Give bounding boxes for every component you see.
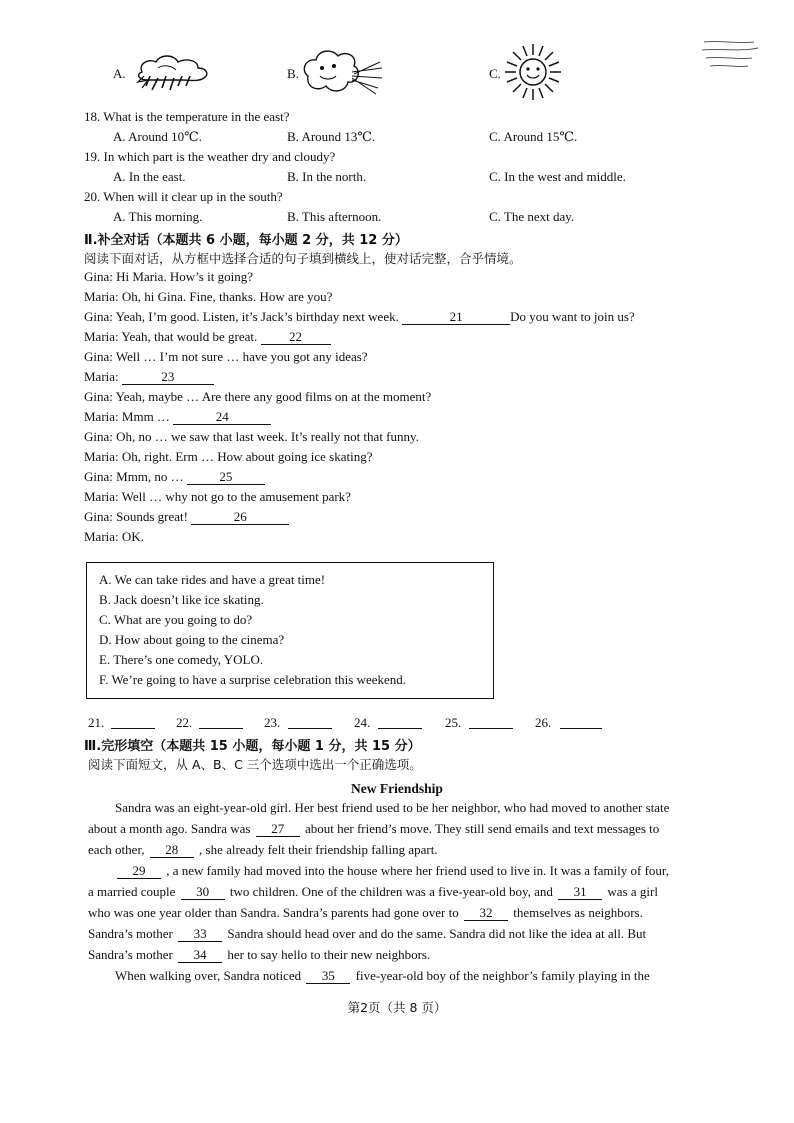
cloze-blank-31[interactable]: 31 [558,885,602,900]
dialogue-text: Maria: Yeah, that would be great. [84,329,258,344]
cloze-blank-29[interactable]: 29 [117,864,161,879]
passage-text: Sandra’s mother [88,947,177,962]
dialogue-text: Maria: Oh, right. Erm … How about going ice skating? [84,449,373,464]
dialogue-line [84,469,265,485]
dialogue-text: Maria: Mmm … [84,409,170,424]
answer-label-22: 22. [176,715,193,730]
option-c-label: C. [489,66,501,81]
passage-line [88,842,730,858]
dialogue-line [84,529,144,545]
cloze-blank-33[interactable]: 33 [178,927,222,942]
section-2-instruction: 阅读下面对话，从方框中选择合适的句子填到横线上，使对话完整，合乎情境。 [84,251,522,266]
rain-cloud-icon [128,52,214,92]
box-option-b: B. Jack doesn’t like ice skating. [99,592,264,607]
box-option-e: E. There’s one comedy, YOLO. [99,652,264,667]
passage-text: , a new family had moved into the house where her friend used to live in. It was a family of four, [163,863,669,878]
dialogue-text: Gina: Hi Maria. How’s it going? [84,269,253,284]
passage-text: her to say hello to their new neighbors. [224,947,431,962]
passage-line [88,821,730,837]
passage-text: Sandra should head over and do the same. Sandra did not like the idea at all. But [224,926,647,941]
question-stem: 19. In which part is the weather dry and cloudy? [84,149,336,164]
passage-line-text [88,884,658,900]
cloze-blank-34[interactable]: 34 [178,948,222,963]
dialogue-blank-23[interactable]: 23 [122,370,214,385]
passage-line-text [88,842,438,858]
dialogue-line [84,429,419,445]
dialogue-text: Gina: Yeah, I’m good. Listen, it’s Jack’s birthday next week. [84,309,399,324]
passage-line-text [88,905,643,921]
dialogue-line [84,409,271,425]
passage-line [88,926,730,942]
dialogue-text: Maria: OK. [84,529,144,544]
dialogue-text: Gina: Yeah, maybe … Are there any good films on at the moment? [84,389,432,404]
windy-cloud-icon [298,46,386,100]
passage-text: a married couple [88,884,179,899]
passage-line-text [115,800,669,816]
option: C. Around 15℃. [489,129,578,144]
dialogue-text: Gina: Mmm, no … [84,469,184,484]
dialogue-line [84,269,253,285]
option: B. This afternoon. [287,209,382,224]
dialogue-text: Do you want to join us? [510,309,635,324]
passage-text: Sandra’s mother [88,926,177,941]
question-stem: 18. What is the temperature in the east? [84,109,290,124]
dialogue-text: Maria: [84,369,119,384]
option: A. This morning. [113,209,203,224]
cloze-blank-32[interactable]: 32 [464,906,508,921]
cloze-blank-35[interactable]: 35 [306,969,350,984]
option: C. The next day. [489,209,575,224]
answer-blank-22[interactable] [199,728,243,729]
dialogue-line [84,389,431,405]
passage-line-text [115,863,669,879]
passage-text: When walking over, Sandra noticed [115,968,305,983]
dialogue-line [84,369,214,385]
passage-text: five-year-old boy of the neighbor’s family playing in the [352,968,650,983]
dialogue-line [84,309,635,325]
passage-text: who was one year older than Sandra. Sandra’s parents had gone over to [88,905,462,920]
dialogue-text: Gina: Oh, no … we saw that last week. It’s really not that funny. [84,429,419,444]
passage-text: themselves as neighbors. [510,905,643,920]
section-3-heading: Ⅲ.完形填空（本题共 15 小题，每小题 1 分，共 15 分） [84,739,421,754]
cloze-blank-27[interactable]: 27 [256,822,300,837]
option: B. Around 13℃. [287,129,376,144]
dialogue-blank-25[interactable]: 25 [187,470,265,485]
cloze-blank-28[interactable]: 28 [150,843,194,858]
option: B. In the north. [287,169,367,184]
box-option-f: F. We’re going to have a surprise celebration this weekend. [99,672,407,687]
section-2-heading: Ⅱ.补全对话（本题共 6 小题，每小题 2 分，共 12 分） [84,233,408,248]
dialogue-line [84,289,332,305]
answer-blank-21[interactable] [111,728,155,729]
option: C. In the west and middle. [489,169,626,184]
answer-label-25: 25. [445,715,462,730]
answer-label-24: 24. [354,715,371,730]
dialogue-line [84,509,289,525]
dialogue-text: Gina: Sounds great! [84,509,188,524]
passage-text: about a month ago. Sandra was [88,821,254,836]
dialogue-text: Maria: Oh, hi Gina. Fine, thanks. How are you? [84,289,333,304]
passage-text: about her friend’s move. They still send emails and text messages to [301,821,660,836]
question-stem: 20. When will it clear up in the south? [84,189,283,204]
pencil-scribble-mark [700,36,760,72]
dialogue-text: Maria: Well … why not go to the amusement park? [84,489,351,504]
dialogue-line [84,329,331,345]
answer-blank-25[interactable] [469,728,513,729]
option: A. In the east. [113,169,186,184]
box-option-d: D. How about going to the cinema? [99,632,285,647]
box-option-a: A. We can take rides and have a great time! [99,572,326,587]
option: A. Around 10℃. [113,129,202,144]
answer-label-26: 26. [535,715,552,730]
dialogue-blank-24[interactable]: 24 [173,410,271,425]
dialogue-line [84,349,368,365]
passage-line-text [88,821,659,837]
cloze-blank-30[interactable]: 30 [181,885,225,900]
answer-label-23: 23. [264,715,281,730]
answer-blank-24[interactable] [378,728,422,729]
passage-text: two children. One of the children was a five-year-old boy, and [226,884,557,899]
answer-blank-23[interactable] [288,728,332,729]
answer-blank-26[interactable] [560,728,602,729]
passage-line [88,947,730,963]
options-box [86,562,494,699]
passage-line [115,863,730,879]
dialogue-blank-26[interactable]: 26 [191,510,289,525]
passage-line [88,905,730,921]
passage-line-text [88,926,646,942]
passage-line [88,884,730,900]
sun-icon [503,42,563,102]
dialogue-text: Gina: Well … I’m not sure … have you got any ideas? [84,349,368,364]
passage-text: was a girl [604,884,658,899]
page-footer: 第2页（共 8 页） [347,1000,447,1015]
passage-title: New Friendship [351,781,443,796]
passage-line [115,968,730,984]
option-b-label: B. [287,66,299,81]
passage-text: , she already felt their friendship falling apart. [195,842,438,857]
dialogue-blank-22[interactable]: 22 [261,330,331,345]
passage-line-text [115,968,650,984]
section-3-instruction: 阅读下面短文，从 A、B、C 三个选项中选出一个正确选项。 [88,757,422,772]
answer-label-21: 21. [88,715,105,730]
passage-line [115,800,730,816]
dialogue-line [84,489,351,505]
dialogue-line [84,449,372,465]
option-a-label: A. [113,66,126,81]
dialogue-blank-21[interactable]: 21 [402,310,510,325]
passage-text: Sandra was an eight-year-old girl. Her best friend used to be her neighbor, who had moved to another state [115,800,670,815]
passage-line-text [88,947,430,963]
passage-text: each other, [88,842,148,857]
box-option-c: C. What are you going to do? [99,612,253,627]
